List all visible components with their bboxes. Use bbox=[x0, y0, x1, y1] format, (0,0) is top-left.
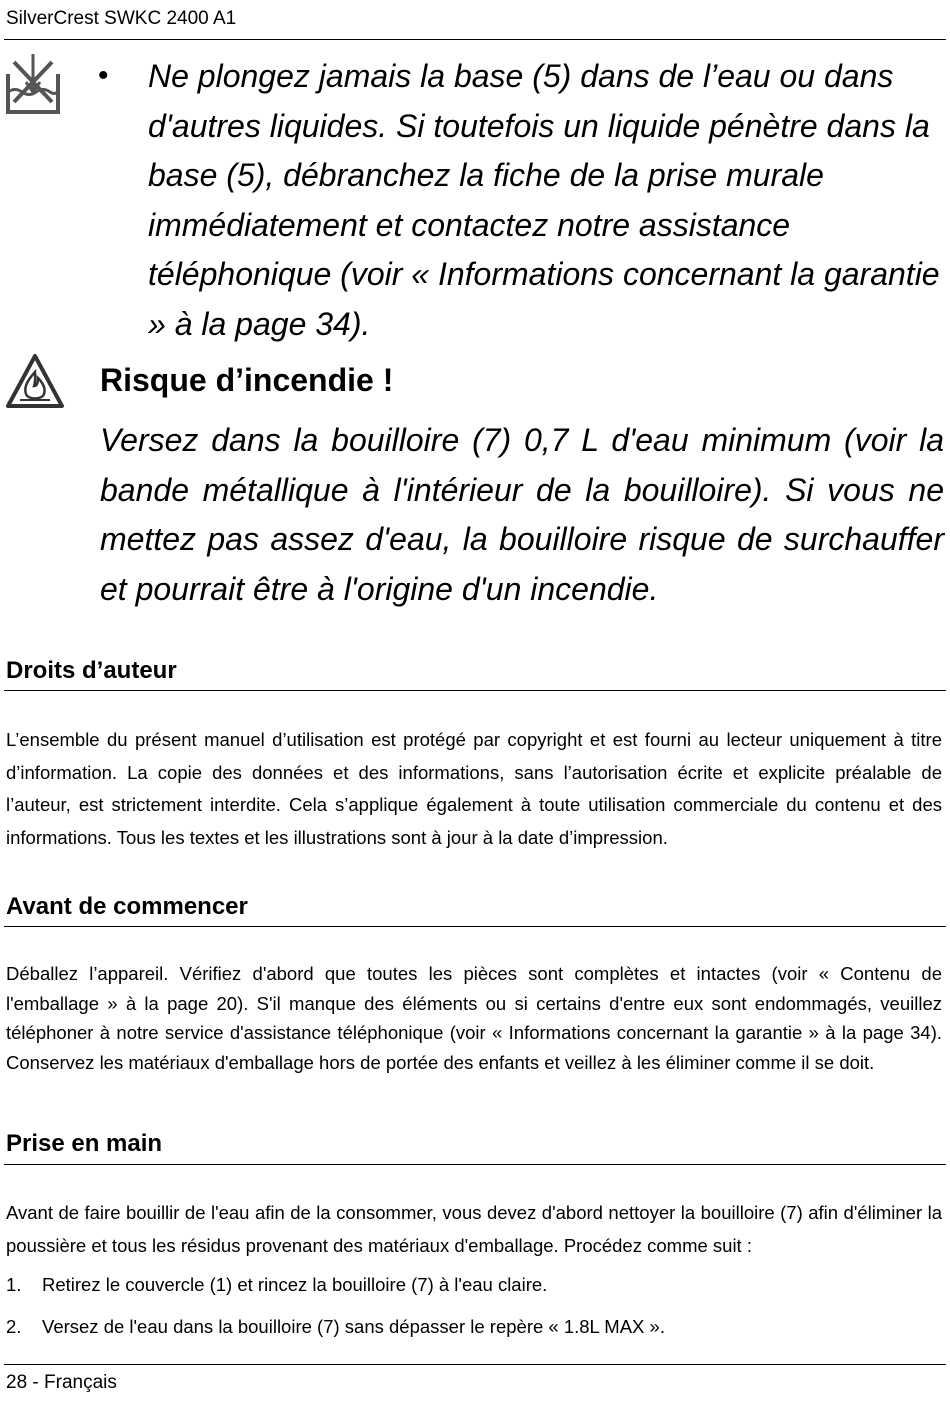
list-text: Versez de l'eau dans la bouilloire (7) sans dépasser le repère « 1.8L MAX ». bbox=[42, 1316, 665, 1337]
before-start-heading: Avant de commencer bbox=[6, 893, 248, 920]
copyright-heading: Droits d’auteur bbox=[6, 657, 177, 684]
list-number: 1. bbox=[6, 1274, 22, 1295]
before-start-divider bbox=[4, 926, 946, 927]
getting-started-divider bbox=[4, 1164, 946, 1165]
footer-divider bbox=[4, 1364, 946, 1365]
fire-hazard-icon bbox=[4, 352, 66, 415]
header-divider bbox=[4, 39, 946, 40]
getting-started-heading: Prise en main bbox=[6, 1130, 163, 1157]
fire-warning-text: Versez dans la bouilloire (7) 0,7 L d'eau minimum (voir la bande métallique à l'intérieur de la bouilloire). Si vous ne mettez pas assez d'eau, la bouilloire risque de surchauffer et pourrait être à l'origine d'un incendie. bbox=[100, 422, 944, 607]
bullet-marker: • bbox=[98, 59, 109, 92]
fire-warning-title: Risque d’incendie ! bbox=[100, 362, 394, 398]
list-text: Retirez le couvercle (1) et rincez la bouilloire (7) à l'eau claire. bbox=[42, 1274, 548, 1295]
copyright-paragraph: L’ensemble du présent manuel d’utilisation est protégé par copyright et est fourni au lecteur uniquement à titre d’information. La copie des données et des informations, sans l’autorisation écrite et explicite préalable de l’auteur, est strictement interdite. Cela s’applique également à toute utilisation commerciale du contenu et des informations. Tous les textes et les illustrations sont à jour à la date d’impression. bbox=[6, 729, 942, 848]
no-immersion-icon bbox=[4, 52, 62, 121]
list-number: 2. bbox=[6, 1316, 22, 1337]
list-item bbox=[6, 1316, 942, 1338]
page-footer: 28 - Français bbox=[6, 1372, 117, 1393]
water-warning-text: Ne plongez jamais la base (5) dans de l’eau ou dans d'autres liquides. Si toutefois un liquide pénètre dans la base (5), débranchez la fiche de la prise murale immédiatement et contactez notre assistance téléphonique (voir « Informations concernant la garantie » à la page 34). bbox=[148, 58, 940, 342]
running-header: SilverCrest SWKC 2400 A1 bbox=[6, 8, 237, 29]
list-item bbox=[6, 1274, 942, 1296]
getting-started-paragraph: Avant de faire bouillir de l'eau afin de la consommer, vous devez d'abord nettoyer la bouilloire (7) afin d'éliminer la poussière et tous les résidus provenant des matériaux d'emballage. Procédez comme suit : bbox=[6, 1202, 942, 1256]
copyright-divider bbox=[4, 690, 946, 691]
before-start-paragraph: Déballez l’appareil. Vérifiez d'abord que toutes les pièces sont complètes et intactes (voir « Contenu de l'emballage » à la page 20). S'il manque des éléments ou si certains d'entre eux sont endommagés, veuillez téléphoner à notre service d'assistance téléphonique (voir « Informations concernant la garantie » à la page 34). Conservez les matériaux d'emballage hors de portée des enfants et veillez à les éliminer comme il se doit. bbox=[6, 963, 942, 1073]
